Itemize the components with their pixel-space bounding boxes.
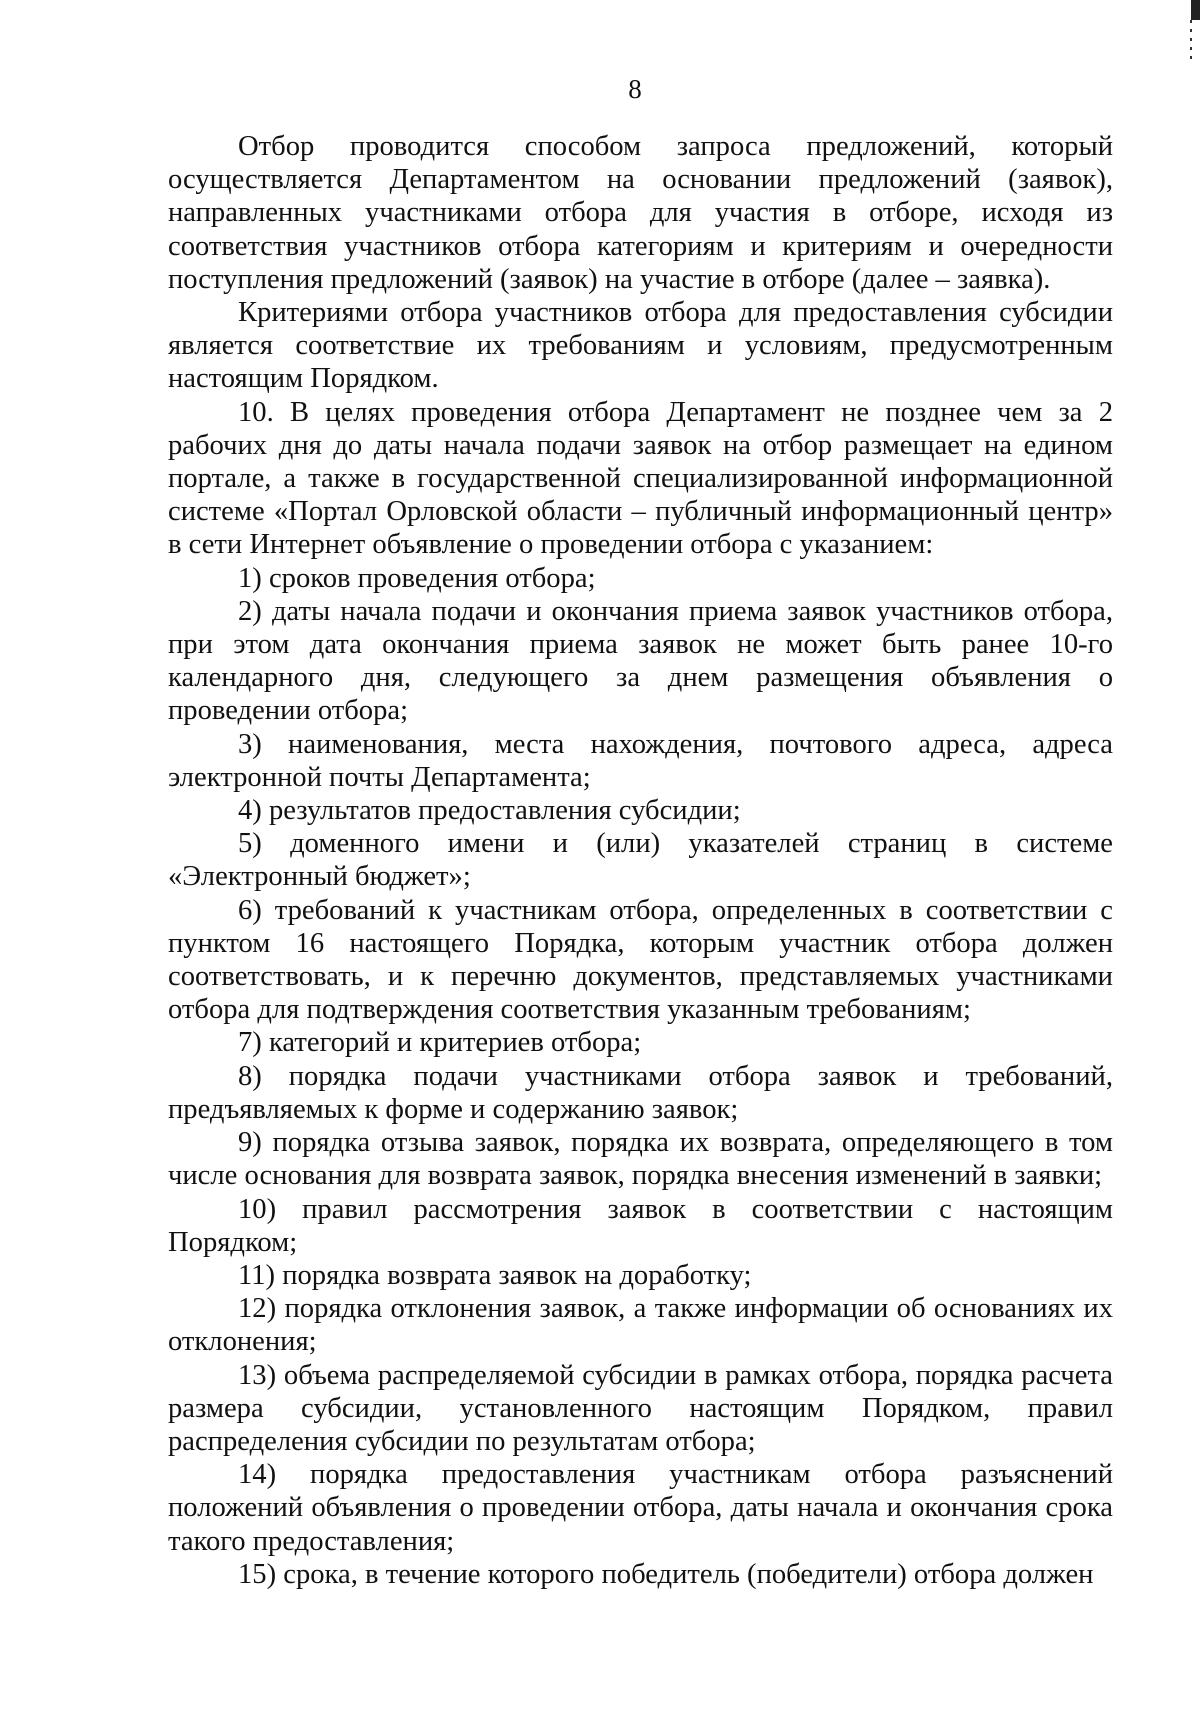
list-item-15: 15) срока, в течение которого победитель (победители) отбора должен [238,1558,1094,1590]
list-item-12: 12) порядка отклонения заявок, а также информации об основаниях их отклонения; [168,1293,1113,1358]
list-item-9: 9) порядка отзыва заявок, порядка их возврата, определяющего в том числе основания для возврата заявок, порядка внесения изменений в заявки; [168,1127,1113,1192]
list-item-3: 3) наименования, места нахождения, почтового адреса, адреса электронной почты Департамента; [168,728,1113,793]
list-item-6: 6) требований к участникам отбора, определенных в соответствии с пунктом 16 настоящего Порядка, которым участник отбора должен соответствовать, и к перечню документов, представляемых участниками отбора для подтверждения соответствия указанным требованиям; [168,894,1113,1026]
list-item-11: 11) порядка возврата заявок на доработку; [238,1259,752,1291]
paragraph-selection-criteria: Критериями отбора участников отбора для предоставления субсидии является соответствие их требованиям и условиям, предусмотренным настоящим Порядком. [168,297,1113,395]
list-item-13: 13) объема распределяемой субсидии в рамках отбора, порядка расчета размера субсидии, установленного настоящим Порядком, правил распределения субсидии по результатам отбора; [168,1359,1113,1457]
list-item-8: 8) порядка подачи участниками отбора заявок и требований, предъявляемых к форме и содержанию заявок; [168,1060,1113,1125]
document-body [168,130,1113,1591]
paragraph-selection-method: Отбор проводится способом запроса предложений, который осуществляется Департаментом на основании предложений (заявок), направленных участниками отбора для участия в отборе, исходя из соответствия участников отбора категориям и критериям и очередности поступления предложений (заявок) на участие в отборе (далее – заявка). [168,131,1113,295]
list-item-10: 10) правил рассмотрения заявок в соответствии с настоящим Порядком; [168,1193,1113,1258]
paragraph-clause-10: 10. В целях проведения отбора Департамент не позднее чем за 2 рабочих дня до даты начала подачи заявок на отбор размещает на едином портале, а также в государственной специализированной информационной системе «Портал Орловской области – публичный информационный центр» в сети Интернет объявление о проведении отбора с указанием: [168,396,1113,561]
list-item-14: 14) порядка предоставления участникам отбора разъяснений положений объявления о проведении отбора, даты начала и окончания срока такого предоставления; [168,1459,1113,1557]
page-number: 8 [628,74,642,104]
list-item-4: 4) результатов предоставления субсидии; [238,795,741,827]
scan-edge-mark [1191,0,1200,20]
scan-edge-tick [1190,20,1192,60]
list-item-5: 5) доменного имени и (или) указателей страниц в системе «Электронный бюджет»; [168,828,1113,893]
list-item-2: 2) даты начала подачи и окончания приема заявок участников отбора, при этом дата окончания приема заявок не может быть ранее 10-го календарного дня, следующего за днем размещения объявления о проведении отбора; [168,595,1113,727]
list-item-7: 7) категорий и критериев отбора; [238,1027,642,1059]
list-item-1: 1) сроков проведения отбора; [238,562,596,594]
